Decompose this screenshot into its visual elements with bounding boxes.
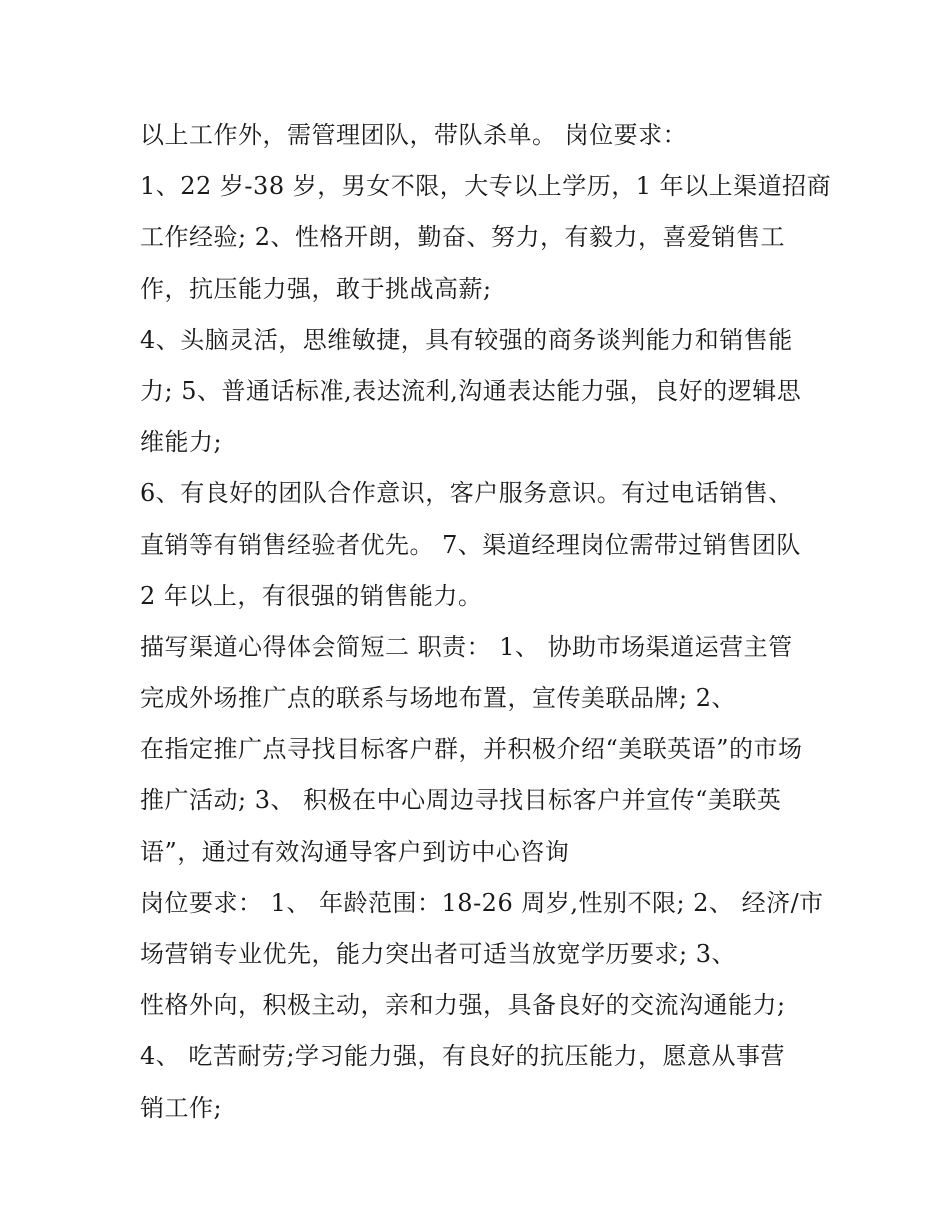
text-line: 4、头脑灵活，思维敏捷，具有较强的商务谈判能力和销售能 — [140, 325, 793, 354]
text-line: 4、 吃苦耐劳;学习能力强，有良好的抗压能力，愿意从事营 — [140, 1042, 785, 1071]
text-line: 岗位要求： 1、 年龄范围：18-26 周岁,性别不限; 2、 经济/市 — [140, 888, 824, 917]
text-line: 工作经验; 2、性格开朗，勤奋、努力，有毅力，喜爱销售工 — [140, 223, 785, 252]
text-line: 场营销专业优先，能力突出者可适当放宽学历要求; 3、 — [140, 940, 736, 968]
text-line: 以上工作外，需管理团队，带队杀单。 岗位要求： — [140, 121, 688, 149]
text-line: 推广活动; 3、 积极在中心周边寻找目标客户并宣传“美联英 — [140, 786, 782, 815]
text-line: 力; 5、普通话标准,表达流利,沟通表达能力强，良好的逻辑思 — [140, 376, 802, 405]
text-line: 2 年以上，有很强的销售能力。 — [140, 581, 483, 610]
text-line: 语”，通过有效沟通导客户到访中心咨询 — [140, 837, 570, 866]
text-line: 6、有良好的团队合作意识，客户服务意识。有过电话销售、 — [140, 479, 793, 508]
text-line: 维能力; — [140, 428, 223, 457]
text-line: 1、22 岁-38 岁，男女不限，大专以上学历，1 年以上渠道招商 — [140, 172, 832, 201]
text-line: 作，抗压能力强，敢于挑战高薪; — [140, 274, 492, 303]
text-line: 在指定推广点寻找目标客户群，并积极介绍“美联英语”的市场 — [140, 735, 803, 764]
text-line: 性格外向，积极主动，亲和力强，具备良好的交流沟通能力; — [140, 991, 786, 1020]
text-line: 直销等有销售经验者优先。 7、渠道经理岗位需带过销售团队 — [140, 530, 801, 559]
text-line: 描写渠道心得体会简短二 职责： 1、 协助市场渠道运营主管 — [140, 632, 793, 661]
text-line: 完成外场推广点的联系与场地布置，宣传美联品牌; 2、 — [140, 684, 736, 713]
text-line: 销工作; — [140, 1093, 223, 1122]
document-body — [140, 110, 832, 1134]
